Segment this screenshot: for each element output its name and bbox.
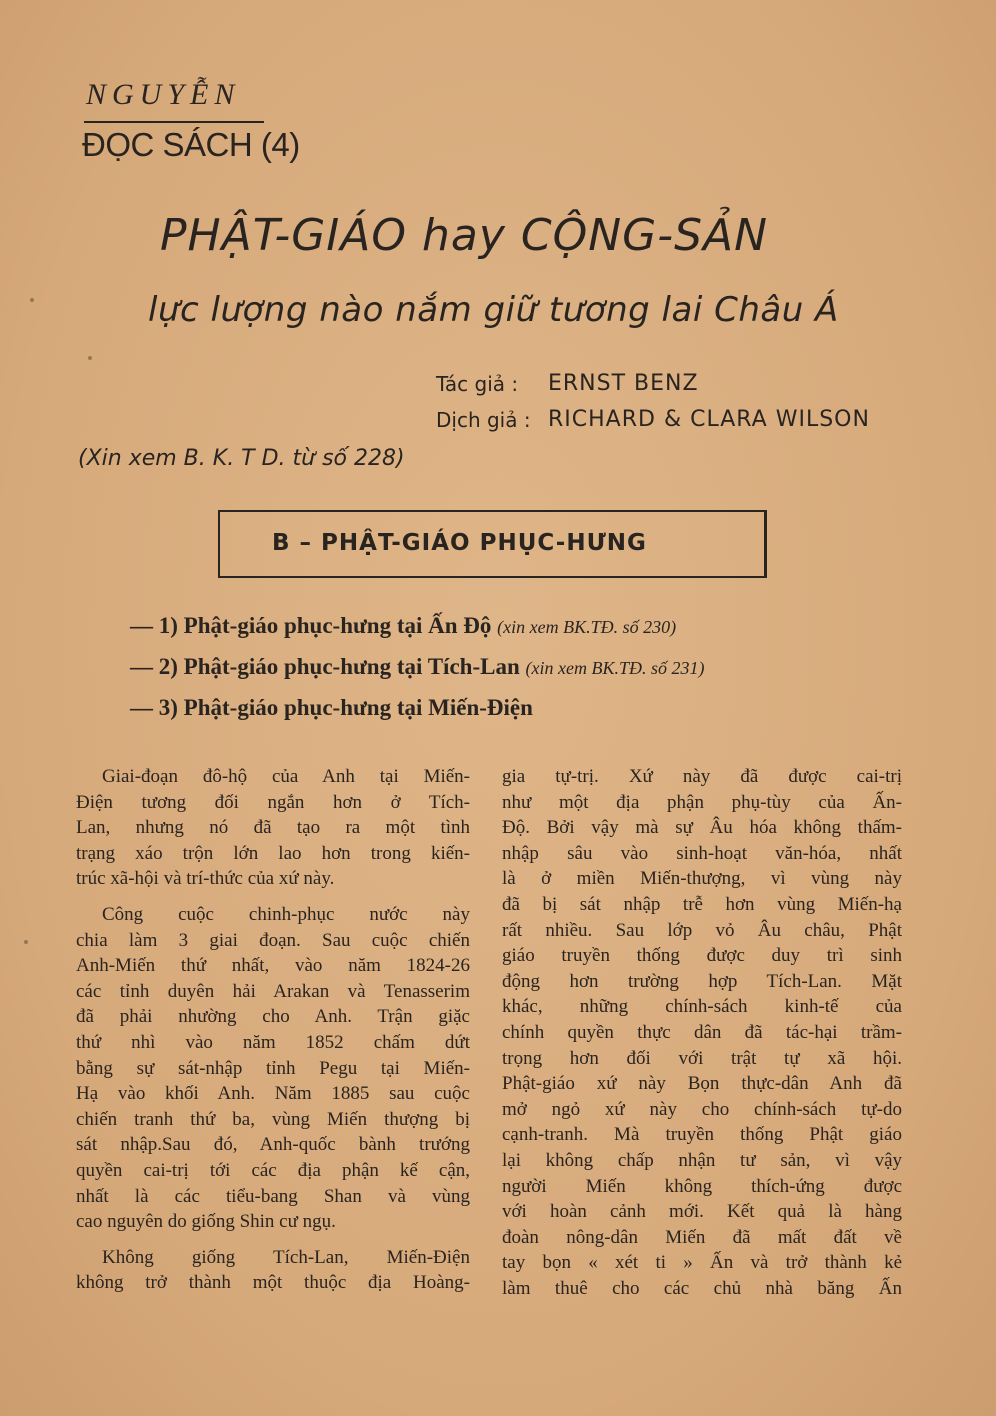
text-line: cạnh-tranh. Mà truyền thống Phật giáo: [502, 1124, 902, 1146]
article-title: PHẬT-GIÁO hay CỘNG-SẢN: [160, 210, 769, 261]
text-line: gia tự-trị. Xứ này đã được cai-trị: [502, 766, 902, 787]
list-item-label: — 3) Phật-giáo phục-hưng tại Miến-Điện: [130, 695, 533, 720]
paragraph: [76, 1245, 470, 1296]
text-line: lại không chấp nhận tư sản, vì vậy: [502, 1149, 902, 1171]
text-line: Giai-đoạn đô-hộ của Anh tại Miến-: [102, 766, 470, 787]
section-list: [130, 606, 704, 729]
text-line: trúc xã-hội và trí-thức của xứ này.: [76, 868, 335, 890]
paper-speck: [30, 298, 34, 302]
text-line: nhất là các tiểu-bang Shan và vùng: [76, 1185, 470, 1207]
credits-author-label: Tác giả :: [436, 372, 519, 396]
text-line: cao nguyên do giống Shin cư ngụ.: [76, 1211, 336, 1233]
credits: [436, 366, 870, 438]
text-line: chia làm 3 giai đoạn. Sau cuộc chiến: [76, 929, 470, 951]
list-item: [130, 647, 704, 688]
credits-author-name: ERNST BENZ: [548, 371, 699, 396]
text-line: Hạ vào khối Anh. Năm 1885 sau cuộc: [76, 1083, 470, 1105]
text-line: Lan, nhưng nó đã tạo ra một tình: [76, 817, 470, 839]
text-line: là ở miền Miến-thượng, vì vùng này: [502, 868, 902, 890]
text-line: đã phải nhường cho Anh. Trận giặc: [76, 1006, 470, 1028]
text-line: tay bọn « xét ti » Ấn và trở thành kẻ: [502, 1252, 902, 1274]
text-line: sát nhập.Sau đó, Anh-quốc bành trướng: [76, 1134, 470, 1156]
text-line: quyền cai-trị tới các địa phận kế cận,: [76, 1159, 470, 1181]
text-line: làm thuê cho các chủ nhà băng Ấn: [502, 1277, 902, 1299]
text-line: Anh-Miến thứ nhất, vào năm 1824-26: [76, 955, 470, 977]
paragraph: [76, 902, 470, 1235]
author-underline: [84, 121, 264, 123]
paper-speck: [24, 940, 28, 944]
text-line: người Miến không thích-ứng được: [502, 1175, 902, 1197]
list-item-label: — 2) Phật-giáo phục-hưng tại Tích-Lan: [130, 654, 520, 679]
paragraph: [502, 764, 902, 1301]
text-line: nhập sâu vào sinh-hoạt văn-hóa, nhất: [502, 842, 902, 864]
credits-translator-name: RICHARD & CLARA WILSON: [548, 407, 870, 432]
text-line: mở ngỏ xứ này cho chính-sách tự-do: [502, 1098, 902, 1120]
paper-speck: [88, 356, 92, 360]
author-name: NGUYỄN: [86, 78, 241, 111]
text-line: Độ. Bởi vậy mà sự Âu hóa không thấm-: [502, 817, 902, 839]
series-title: ĐỌC SÁCH (4): [82, 126, 300, 163]
text-line: với hoàn cảnh mới. Kết quả là hàng: [502, 1201, 902, 1223]
list-item: [130, 688, 704, 729]
text-line: như một địa phận phụ-tùy của Ấn-: [502, 791, 902, 813]
text-line: Điện tương đối ngắn hơn ở Tích-: [76, 791, 470, 813]
body-column-right: [502, 764, 902, 1311]
text-line: Phật-giáo xứ này Bọn thực-dân Anh đã: [502, 1073, 902, 1095]
text-line: rất nhiều. Sau lớp vỏ Âu châu, Phật: [502, 919, 902, 941]
credits-translator-label: Dịch giả :: [436, 408, 531, 432]
text-line: Không giống Tích-Lan, Miến-Điện: [102, 1246, 470, 1268]
text-line: đoàn nông-dân Miến đã mất đất về: [502, 1226, 902, 1248]
section-title: B – PHẬT-GIÁO PHỤC-HƯNG: [272, 530, 647, 556]
list-item: [130, 606, 704, 647]
list-item-note: (xin xem BK.TĐ. số 231): [525, 658, 705, 678]
text-line: khác, những chính-sách kinh-tế của: [502, 996, 902, 1018]
text-line: động hơn trường hợp Tích-Lan. Mặt: [502, 970, 902, 992]
text-line: bằng sự sát-nhập tỉnh Pegu tại Miến-: [76, 1057, 470, 1079]
text-line: Công cuộc chinh-phục nước này: [102, 903, 470, 925]
text-line: chiến tranh thứ ba, vùng Miến thượng bị: [76, 1108, 470, 1130]
text-line: thứ nhì vào năm 1852 chấm dứt: [76, 1031, 470, 1053]
text-line: trạng xáo trộn lớn lao hơn trong kiến-: [76, 842, 470, 864]
credits-translator-row: [436, 402, 870, 438]
reference-note: (Xin xem B. K. T D. từ số 228): [78, 446, 405, 471]
text-line: chính quyền thực dân đã tác-hại trầm-: [502, 1021, 902, 1043]
paragraph: [76, 764, 470, 892]
text-line: các tỉnh duyên hải Arakan và Tenasserim: [76, 980, 470, 1002]
text-line: giáo truyền thống được duy trì sinh: [502, 945, 902, 967]
text-line: đã bị sát nhập trễ hơn vùng Miến-hạ: [502, 893, 902, 915]
list-item-note: (xin xem BK.TĐ. số 230): [497, 617, 677, 637]
text-line: không trở thành một thuộc địa Hoàng-: [76, 1272, 470, 1294]
article-subtitle: lực lượng nào nắm giữ tương lai Châu Á: [148, 290, 839, 330]
list-item-label: — 1) Phật-giáo phục-hưng tại Ấn Độ: [130, 613, 492, 638]
text-line: trọng hơn đối với trật tự xã hội.: [502, 1047, 902, 1069]
credits-author-row: [436, 366, 870, 402]
body-column-left: [76, 764, 470, 1306]
